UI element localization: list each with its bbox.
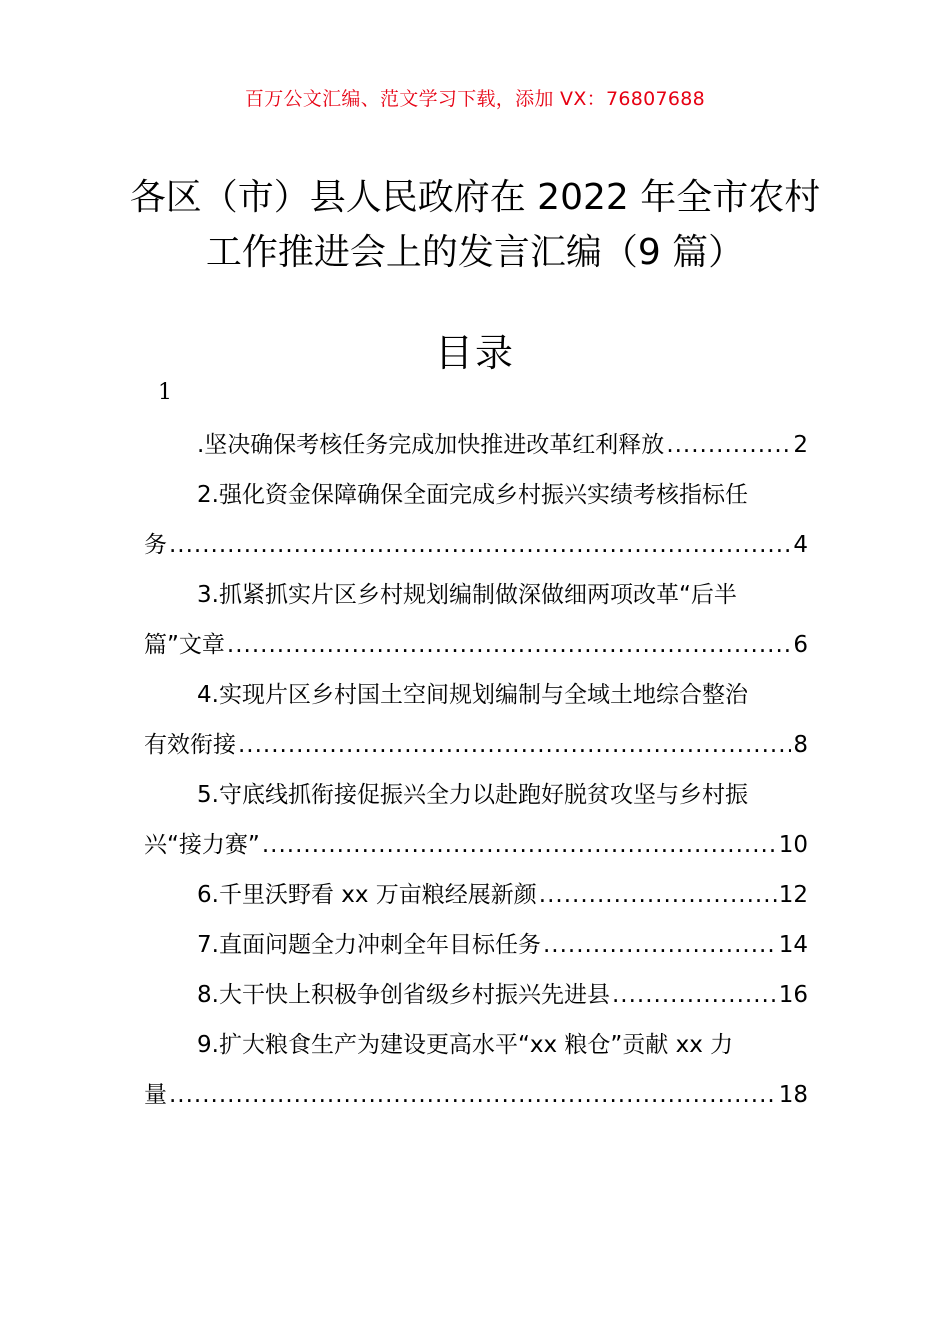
toc-entry-title: 9.扩大粮食生产为建设更高水平“xx 粮仓”贡献 xx 力 [197,1032,734,1058]
toc-entry-page: 2 [793,432,808,458]
toc-entry-3[interactable] [144,570,808,670]
toc-entry-title: 4.实现片区乡村国土空间规划编制与全域土地综合整治 [197,682,748,708]
toc-entry-title-continued: 务 [144,532,167,558]
toc-leader-dots [227,620,791,670]
toc-entry-page: 10 [778,832,808,858]
toc-entry-1[interactable] [144,420,808,470]
toc-entry-title-continued: 兴“接力赛” [144,832,260,858]
toc-entry-page: 4 [793,532,808,558]
toc-entry-page: 8 [793,732,808,758]
toc-entry-title: 2.强化资金保障确保全面完成乡村振兴实绩考核指标任 [197,482,748,508]
toc-entry-page: 12 [778,882,808,908]
toc-entry-page: 6 [793,632,808,658]
toc-leader-dots [612,970,777,1020]
toc-entry-8[interactable] [144,970,808,1020]
toc-entry-title: 5.守底线抓衔接促振兴全力以赴跑好脱贫攻坚与乡村振 [197,782,748,808]
toc-entry-title: 7.直面问题全力冲刺全年目标任务 [197,932,541,958]
toc-entry-title: 3.抓紧抓实片区乡村规划编制做深做细两项改革“后半 [197,582,737,608]
toc-entry-9[interactable] [144,1020,808,1120]
toc-entry-title-continued: 篇”文章 [144,632,225,658]
toc-section-number: 1 [158,380,172,405]
toc-leader-dots [262,820,777,870]
toc-entry-title: 6.千里沃野看 xx 万亩粮经展新颜 [197,882,537,908]
toc-entry-4[interactable] [144,670,808,770]
toc-entry-2[interactable] [144,470,808,570]
toc-leader-dots [539,870,777,920]
toc-heading: 目录 [434,331,515,375]
toc-list [144,420,808,1120]
toc-entry-title-continued: 量 [144,1082,167,1108]
toc-leader-dots [238,720,791,770]
toc-entry-5[interactable] [144,770,808,870]
toc-leader-dots [169,520,791,570]
toc-entry-6[interactable] [144,870,808,920]
header-watermark-note: 百万公文汇编、范文学习下载，添加 VX：76807688 [244,88,706,110]
toc-leader-dots [543,920,777,970]
toc-entry-page: 18 [778,1082,808,1108]
toc-leader-dots [666,420,791,470]
toc-entry-page: 16 [778,982,808,1008]
toc-entry-title: .坚决确保考核任务完成加快推进改革红利释放 [197,432,665,458]
toc-entry-title-continued: 有效衔接 [144,732,236,758]
document-title-line-2: 工作推进会上的发言汇编（9 篇） [205,232,745,273]
toc-entry-title: 8.大干快上积极争创省级乡村振兴先进县 [197,982,610,1008]
toc-leader-dots [169,1070,777,1120]
document-title-line-1: 各区（市）县人民政府在 2022 年全市农村 [129,177,821,218]
document-title [0,170,950,280]
toc-entry-7[interactable] [144,920,808,970]
toc-entry-page: 14 [778,932,808,958]
